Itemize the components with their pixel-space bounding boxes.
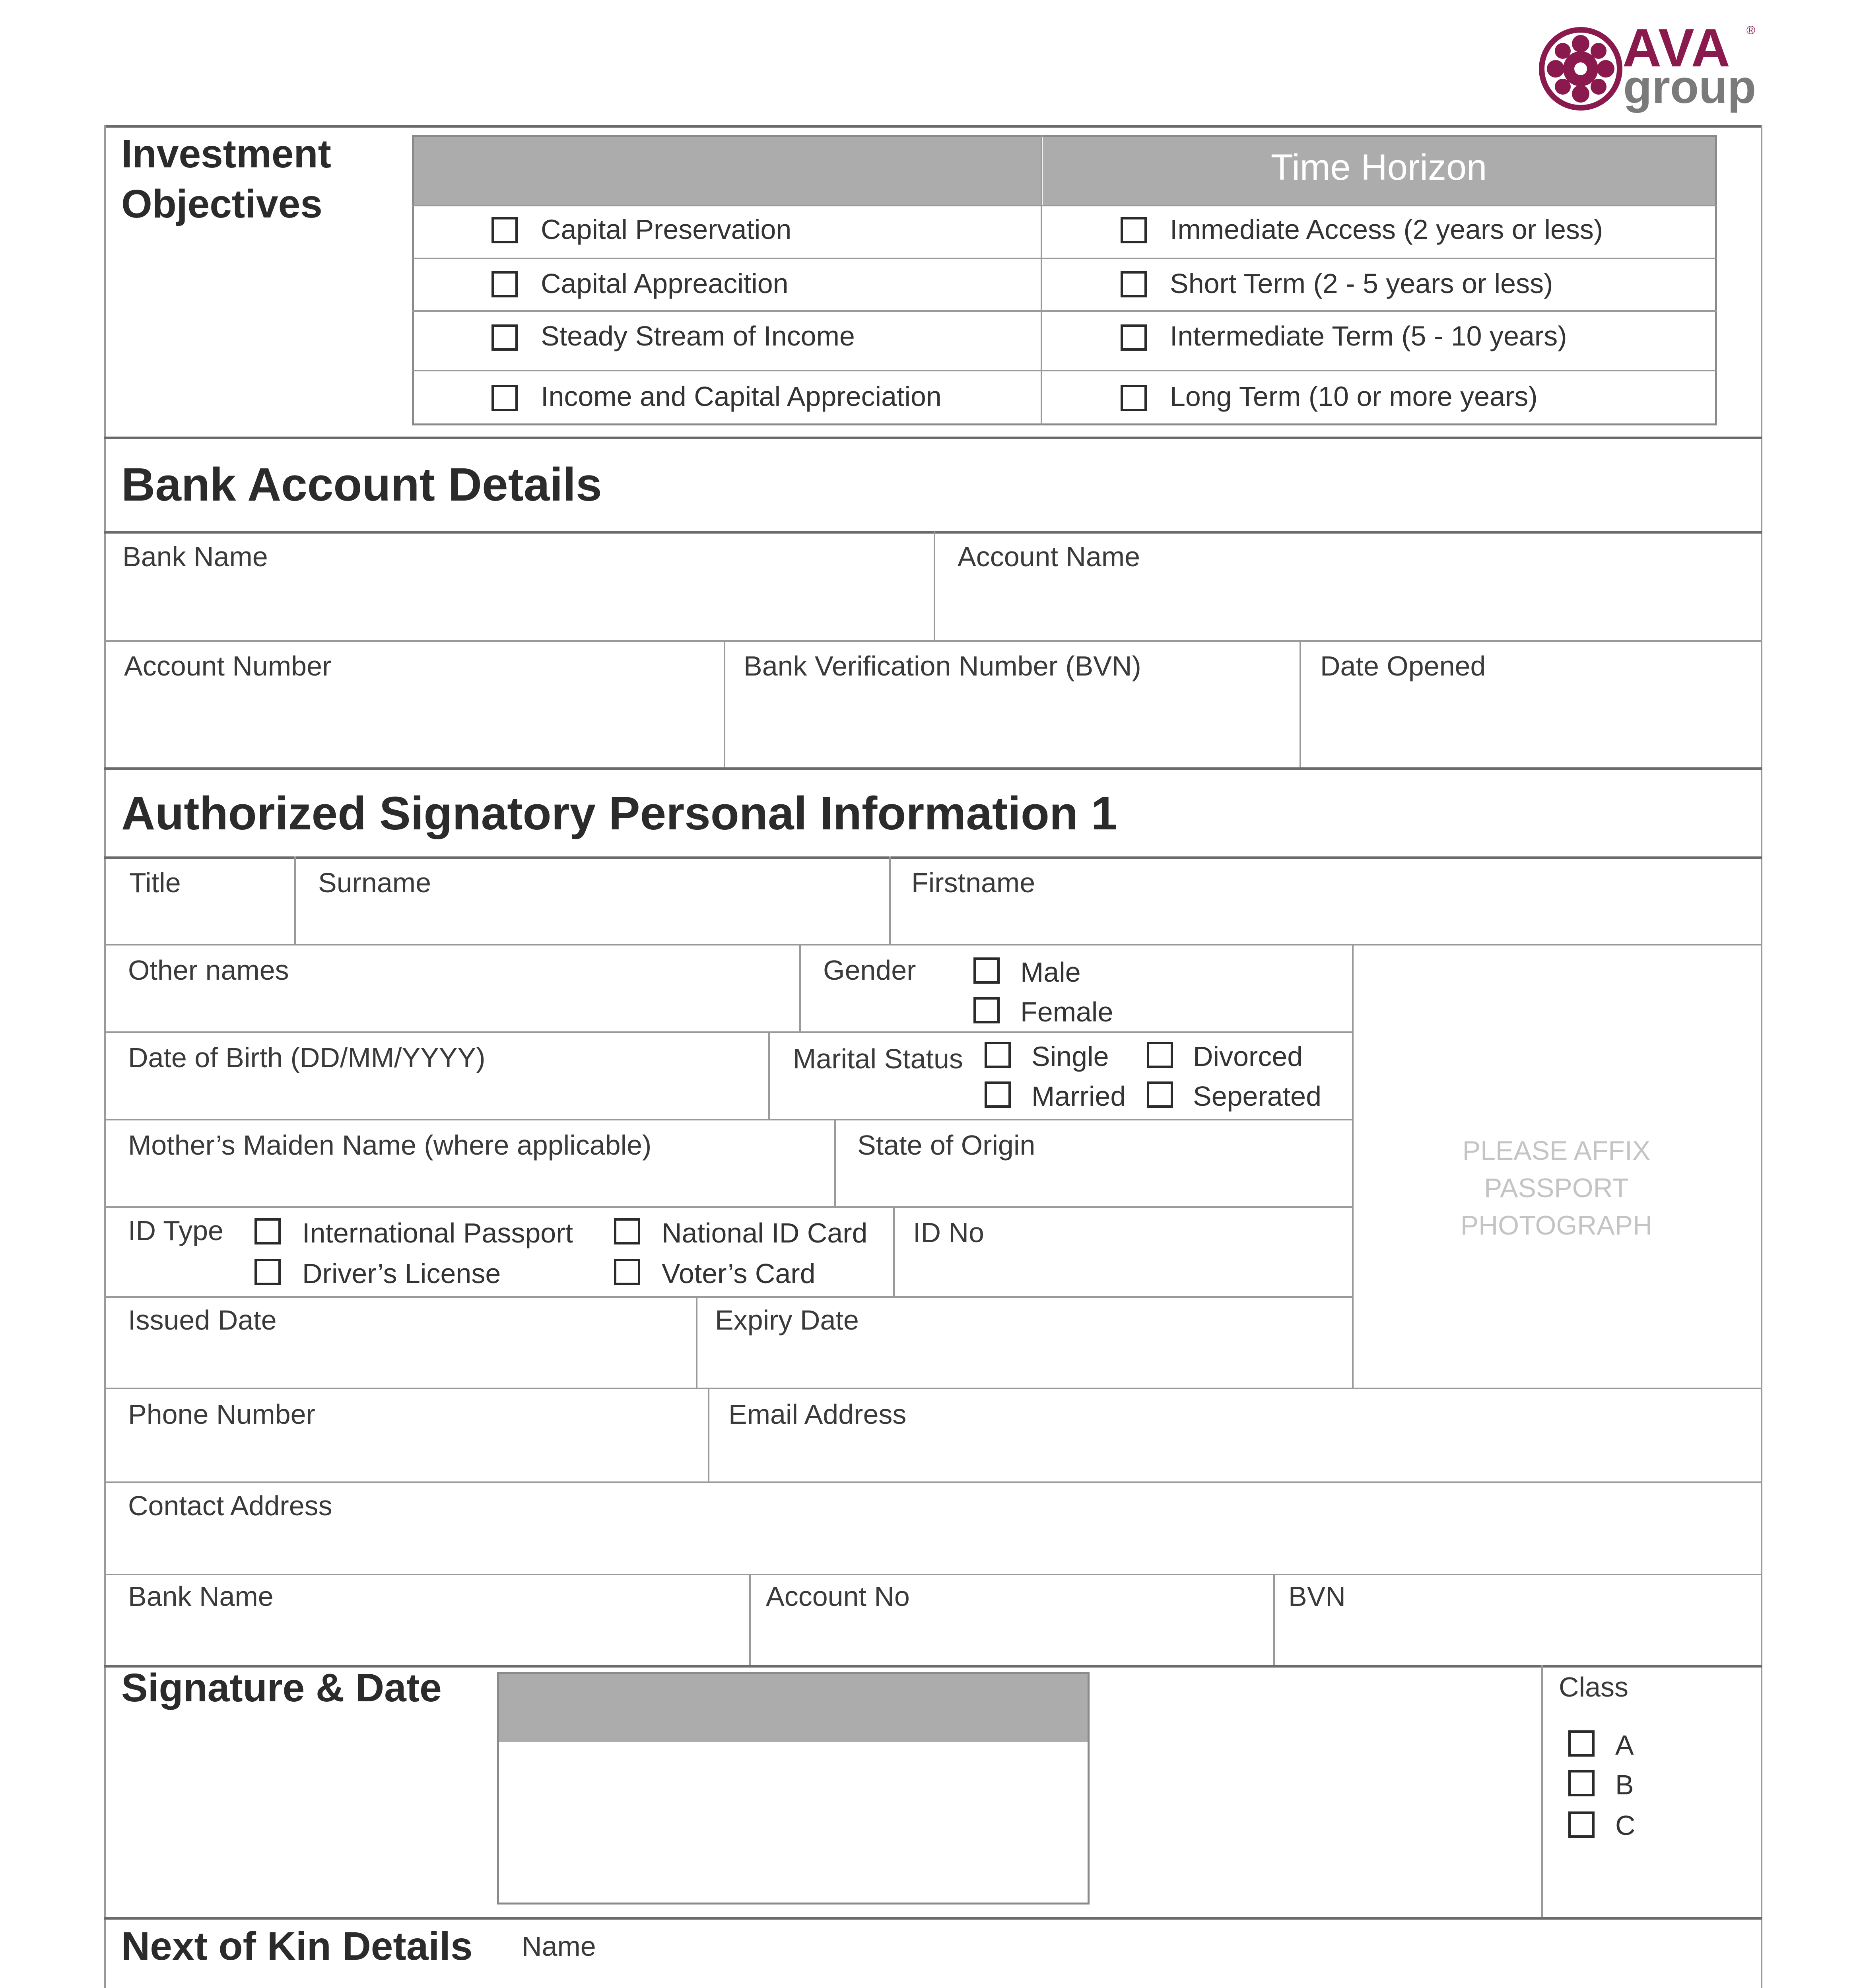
surname-field[interactable] — [297, 859, 888, 942]
male-checkbox[interactable] — [973, 957, 1000, 984]
bvn-label: Bank Verification Number (BVN) — [744, 650, 1141, 681]
drivers-license-checkbox[interactable] — [254, 1259, 281, 1285]
title-label: Title — [129, 867, 181, 898]
frame-right — [1761, 125, 1762, 1988]
single-label: Single — [1031, 1041, 1109, 1072]
bank-col-divider — [724, 640, 725, 768]
signatory-section-top — [104, 767, 1762, 770]
logo-registered: ® — [1746, 24, 1756, 37]
dob-field[interactable] — [106, 1034, 767, 1117]
short-term-label: Short Term (2 - 5 years or less) — [1170, 268, 1553, 299]
sig-bvn-field[interactable] — [1276, 1576, 1759, 1664]
objectives-header — [414, 137, 1041, 205]
sig-col-divider — [294, 856, 296, 945]
long-term-label: Long Term (10 or more years) — [1170, 381, 1538, 412]
class-a-label: A — [1615, 1730, 1634, 1761]
female-label: Female — [1020, 996, 1113, 1027]
date-opened-field[interactable] — [1302, 643, 1759, 767]
email-field[interactable] — [710, 1390, 1759, 1481]
contact-address-label: Contact Address — [128, 1490, 332, 1521]
frame-top — [104, 125, 1762, 128]
logo — [1539, 17, 1762, 119]
expiry-date-field[interactable] — [698, 1299, 1350, 1387]
kin-name-field[interactable] — [498, 1920, 1759, 1988]
date-opened-label: Date Opened — [1320, 650, 1486, 681]
expiry-date-label: Expiry Date — [715, 1305, 859, 1336]
logo-text-bottom: group — [1623, 61, 1756, 113]
intermediate-term-label: Intermediate Term (5 - 10 years) — [1170, 320, 1567, 351]
class-b-checkbox[interactable] — [1568, 1770, 1595, 1796]
investment-row-line — [412, 258, 1717, 259]
married-label: Married — [1031, 1081, 1126, 1112]
investment-title-line2: Objectives — [121, 182, 322, 226]
bank-col-divider — [934, 531, 935, 641]
email-label: Email Address — [728, 1399, 907, 1430]
long-term-checkbox[interactable] — [1121, 385, 1147, 411]
sig-bvn-label: BVN — [1288, 1581, 1346, 1612]
male-label: Male — [1020, 957, 1081, 988]
separated-checkbox[interactable] — [1147, 1081, 1173, 1108]
sig-col-divider — [889, 856, 891, 945]
class-c-checkbox[interactable] — [1568, 1811, 1595, 1838]
investment-row-line — [412, 205, 1717, 206]
sig-row-line — [104, 1296, 1353, 1298]
bvn-field[interactable] — [726, 643, 1299, 767]
firstname-field[interactable] — [892, 859, 1759, 942]
kin-name-label: Name — [522, 1931, 596, 1962]
sig-account-no-field[interactable] — [752, 1576, 1272, 1664]
photo-text-line2: PASSPORT — [1484, 1173, 1629, 1203]
kin-section-top — [104, 1917, 1762, 1920]
contact-address-field[interactable] — [106, 1484, 1759, 1572]
signature-title: Signature & Date — [121, 1666, 442, 1710]
voters-card-label: Voter’s Card — [662, 1258, 816, 1289]
capital-appreciation-label: Capital Appreacition — [541, 268, 789, 299]
account-number-label: Account Number — [124, 650, 332, 681]
income-capital-checkbox[interactable] — [491, 385, 518, 411]
sig-row-line — [104, 1388, 1762, 1389]
sig-row-line — [104, 1119, 1353, 1120]
title-field[interactable] — [106, 859, 293, 942]
investment-row-line — [412, 370, 1717, 371]
sig-col-divider — [749, 1574, 751, 1666]
photo-text-line3: PHOTOGRAPH — [1460, 1210, 1653, 1241]
photo-text-line1: PLEASE AFFIX — [1462, 1136, 1651, 1166]
voters-card-checkbox[interactable] — [614, 1259, 640, 1285]
sig-col-divider — [708, 1388, 709, 1482]
account-number-field[interactable] — [106, 643, 722, 767]
class-c-label: C — [1615, 1810, 1636, 1841]
bank-row-line — [104, 640, 1762, 642]
class-b-label: B — [1615, 1769, 1634, 1800]
sig-bank-name-field[interactable] — [106, 1576, 748, 1664]
sig-row-line — [104, 1206, 1353, 1208]
sig-row-line — [104, 1031, 1353, 1033]
sig-account-no-label: Account No — [766, 1581, 910, 1612]
id-type-label: ID Type — [128, 1215, 223, 1246]
capital-preservation-label: Capital Preservation — [541, 214, 792, 245]
bank-name-label: Bank Name — [122, 541, 268, 572]
intl-passport-label: International Passport — [302, 1217, 573, 1248]
logo-text-top: AVA — [1622, 17, 1731, 78]
id-no-field[interactable] — [896, 1209, 1350, 1294]
steady-income-checkbox[interactable] — [491, 324, 518, 351]
intermediate-term-checkbox[interactable] — [1121, 324, 1147, 351]
other-names-field[interactable] — [106, 946, 798, 1030]
mothers-maiden-label: Mother’s Maiden Name (where applicable) — [128, 1130, 652, 1161]
immediate-access-label: Immediate Access (2 years or less) — [1170, 214, 1603, 245]
account-name-label: Account Name — [958, 541, 1140, 572]
national-id-label: National ID Card — [662, 1217, 868, 1248]
sig-col-divider — [1273, 1574, 1275, 1666]
account-name-field[interactable] — [936, 534, 1759, 639]
mothers-maiden-field[interactable] — [106, 1121, 833, 1205]
bank-section-title: Bank Account Details — [121, 458, 602, 511]
kin-title: Next of Kin Details — [121, 1924, 473, 1969]
sig-col-divider — [799, 944, 801, 1032]
class-label: Class — [1559, 1672, 1629, 1703]
national-id-checkbox[interactable] — [614, 1218, 640, 1244]
bank-name-field[interactable] — [106, 534, 933, 639]
issued-date-label: Issued Date — [128, 1305, 277, 1336]
divorced-checkbox[interactable] — [1147, 1042, 1173, 1068]
short-term-checkbox[interactable] — [1121, 271, 1147, 297]
income-capital-label: Income and Capital Appreciation — [541, 381, 942, 412]
dob-label: Date of Birth (DD/MM/YYYY) — [128, 1042, 486, 1073]
bank-section-top — [104, 437, 1762, 439]
immediate-access-checkbox[interactable] — [1121, 217, 1147, 243]
capital-preservation-checkbox[interactable] — [491, 217, 518, 243]
signatory-section-title: Authorized Signatory Personal Information 1 — [121, 787, 1117, 840]
sig-col-divider — [768, 1031, 770, 1120]
sig-row-line — [104, 1574, 1762, 1575]
bank-col-divider — [1300, 640, 1301, 768]
class-divider — [1541, 1665, 1543, 1918]
sig-col-divider — [696, 1296, 697, 1388]
intl-passport-checkbox[interactable] — [254, 1218, 281, 1244]
sig-row-line — [104, 944, 1762, 945]
logo-flower-icon — [1539, 27, 1622, 111]
firstname-label: Firstname — [911, 867, 1035, 898]
signature-box-header — [499, 1674, 1088, 1742]
phone-field[interactable] — [106, 1390, 707, 1481]
investment-title-line1: Investment — [121, 132, 331, 176]
class-a-checkbox[interactable] — [1568, 1730, 1595, 1757]
sig-col-divider — [834, 1119, 836, 1207]
investment-row-line — [412, 310, 1717, 312]
sig-bank-name-label: Bank Name — [128, 1581, 274, 1612]
gender-label: Gender — [823, 955, 916, 986]
divorced-label: Divorced — [1193, 1041, 1303, 1072]
steady-income-label: Steady Stream of Income — [541, 320, 855, 351]
separated-label: Seperated — [1193, 1081, 1322, 1112]
passport-photo-box[interactable] — [1354, 946, 1759, 1387]
state-origin-field[interactable] — [837, 1121, 1350, 1205]
phone-label: Phone Number — [128, 1399, 315, 1430]
time-horizon-title: Time Horizon — [1270, 147, 1487, 188]
single-checkbox[interactable] — [985, 1042, 1011, 1068]
marital-status-label: Marital Status — [793, 1043, 963, 1074]
female-checkbox[interactable] — [973, 997, 1000, 1023]
id-no-label: ID No — [913, 1217, 984, 1248]
issued-date-field[interactable] — [106, 1299, 694, 1387]
married-checkbox[interactable] — [985, 1081, 1011, 1108]
sig-row-line — [104, 1481, 1762, 1483]
drivers-license-label: Driver’s License — [302, 1258, 501, 1289]
state-origin-label: State of Origin — [857, 1130, 1035, 1161]
capital-appreciation-checkbox[interactable] — [491, 271, 518, 297]
sig-col-divider — [893, 1206, 895, 1297]
surname-label: Surname — [318, 867, 431, 898]
other-names-label: Other names — [128, 955, 289, 986]
investment-col-divider — [1041, 135, 1042, 425]
